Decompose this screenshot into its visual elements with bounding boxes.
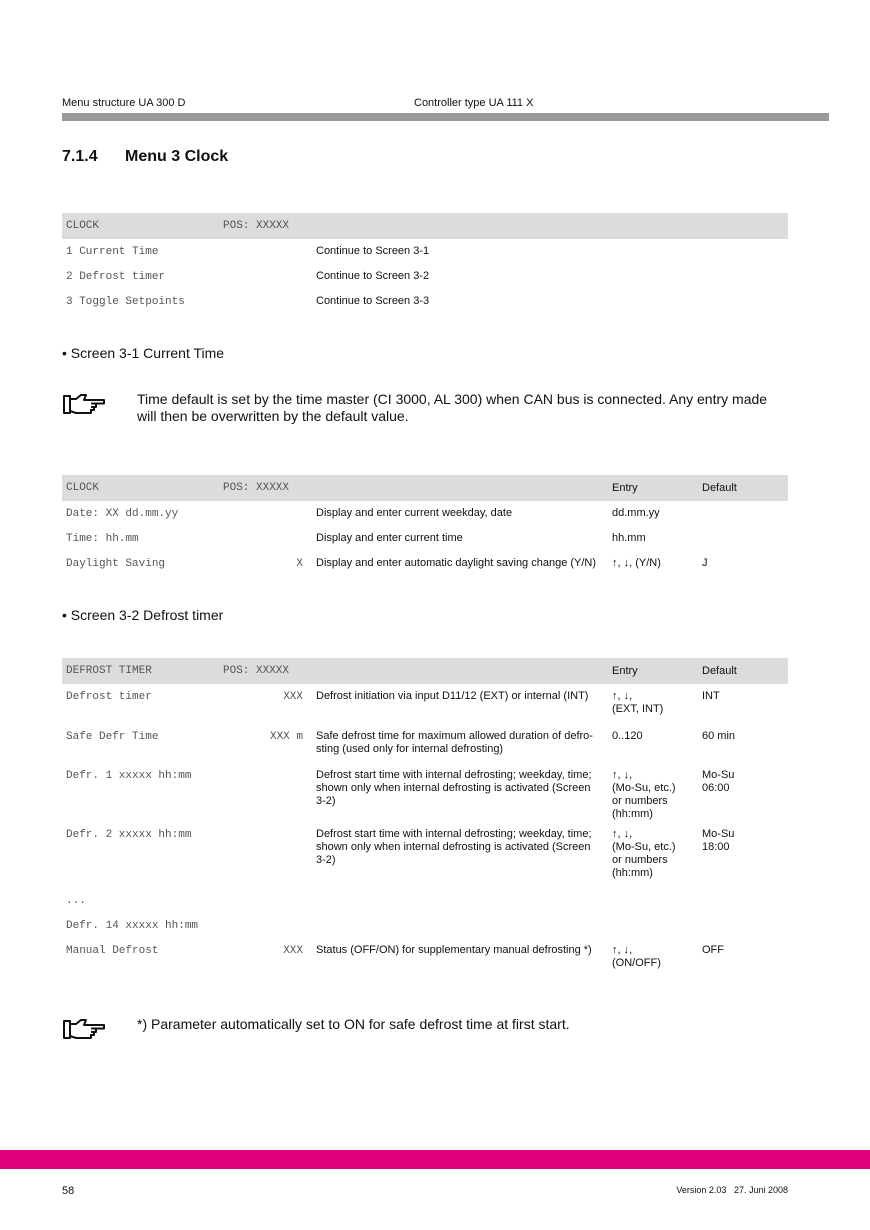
menu-item-desc: Continue to Screen 3-3: [316, 295, 430, 307]
param-name: Defr. 2 xxxxx hh:mm: [66, 829, 192, 841]
page-number: 58: [62, 1185, 75, 1197]
param-value: [219, 913, 307, 938]
table-row: [62, 938, 788, 970]
param-value: [219, 888, 307, 913]
param-name: Time: hh.mm: [66, 533, 139, 545]
table-row: [62, 822, 788, 888]
menu-item-name: 3 Toggle Setpoints: [66, 296, 185, 308]
table-row: [62, 763, 788, 822]
pointing-hand-icon: [62, 392, 108, 418]
bullet-mark: •: [62, 345, 67, 361]
header-divider: [62, 113, 829, 121]
section-name: Menu 3 Clock: [125, 148, 229, 165]
param-name: Defr. 1 xxxxx hh:mm: [66, 770, 192, 782]
table-row: [62, 888, 788, 913]
version-date: Version 2.03 27. Juni 2008: [676, 1185, 788, 1195]
param-default: Mo-Su 18:00: [702, 828, 735, 853]
menu-item-desc: Continue to Screen 3-1: [316, 245, 430, 257]
defrost-timer-table: [62, 658, 788, 970]
table-row: [62, 724, 788, 763]
param-desc: Status (OFF/ON) for supplementary manual defrosting *): [316, 944, 592, 956]
table-row: [62, 501, 788, 526]
param-entry: ↑, ↓, (Y/N): [612, 557, 661, 569]
screen-3-2-heading: [62, 607, 223, 623]
clock-menu-table: [62, 213, 788, 314]
param-entry: dd.mm.yy: [612, 507, 660, 519]
param-desc: Defrost initiation via input D11/12 (EXT) or internal (INT): [316, 690, 589, 702]
param-name: Safe Defr Time: [66, 731, 159, 743]
param-default: [698, 913, 788, 938]
footer-accent-bar: [0, 1150, 870, 1169]
param-value: XXX m: [269, 731, 303, 743]
table-row: [62, 684, 788, 724]
param-value: [219, 501, 307, 526]
table-header-row: [62, 475, 788, 501]
pos-header: POS: XXXXX: [219, 658, 307, 684]
default-header: Default: [698, 475, 788, 501]
table-header-row: [62, 213, 788, 239]
param-value: XXX: [283, 691, 303, 703]
param-entry: ↑, ↓, (ON/OFF): [612, 944, 661, 969]
table-row: [62, 264, 788, 289]
param-value: [219, 763, 307, 822]
param-default: INT: [702, 690, 720, 702]
param-value: [219, 526, 307, 551]
param-desc: Display and enter current time: [316, 532, 463, 544]
param-name: Date: XX dd.mm.yy: [66, 508, 179, 520]
param-name: Daylight Saving: [66, 558, 166, 570]
header-left: Menu structure UA 300 D: [62, 97, 186, 109]
menu-name-header: CLOCK: [62, 213, 219, 239]
table-row: [62, 526, 788, 551]
screen-3-1-title: Screen 3-1 Current Time: [70, 345, 225, 361]
param-default: [698, 501, 788, 526]
param-desc: Defrost start time with internal defrosting; weekday, time; shown only when internal defrosting is activated (Screen 3-2): [316, 828, 592, 866]
param-desc: Display and enter current weekday, date: [316, 507, 513, 519]
param-name: ...: [66, 895, 86, 907]
bullet-mark: •: [62, 607, 67, 623]
screen-3-2-title: Screen 3-2 Defrost timer: [70, 607, 224, 623]
param-desc: Defrost start time with internal defrosting; weekday, time; shown only when internal defrosting is activated (Screen 3-2): [316, 769, 592, 807]
param-entry: 0..120: [612, 730, 643, 742]
param-name: Defr. 14 xxxxx hh:mm: [66, 920, 199, 932]
manual-defrost-note: *) Parameter automatically set to ON for safe defrost time at first start.: [137, 1016, 570, 1032]
param-desc: [307, 888, 608, 913]
menu-item-name: 1 Current Time: [66, 246, 159, 258]
param-entry: ↑, ↓, (Mo-Su, etc.) or numbers (hh:mm): [612, 828, 676, 879]
param-value: X: [296, 558, 303, 570]
param-value: [219, 822, 307, 888]
section-title: [62, 148, 228, 166]
param-entry: ↑, ↓, (EXT, INT): [612, 690, 664, 715]
param-desc: [307, 913, 608, 938]
table-row: [62, 289, 788, 314]
entry-header: Entry: [608, 475, 698, 501]
param-name: Defrost timer: [66, 691, 152, 703]
header-center: Controller type UA 111 X: [414, 97, 534, 109]
default-header: Default: [698, 658, 788, 684]
param-entry: hh.mm: [612, 532, 646, 544]
param-default: J: [702, 557, 708, 569]
screen-3-1-heading: [62, 345, 224, 361]
table-row: [62, 913, 788, 938]
pos-header: POS: XXXXX: [219, 475, 307, 501]
table-row: [62, 239, 788, 264]
param-entry: [608, 913, 698, 938]
screen-name-header: DEFROST TIMER: [62, 658, 219, 684]
clock-screen-table: [62, 475, 788, 576]
entry-header: Entry: [608, 658, 698, 684]
param-default: Mo-Su 06:00: [702, 769, 735, 794]
param-entry: [608, 888, 698, 913]
pointing-hand-icon: [62, 1017, 108, 1043]
param-name: Manual Defrost: [66, 945, 159, 957]
param-default: [698, 526, 788, 551]
menu-item-name: 2 Defrost timer: [66, 271, 166, 283]
param-default: 60 min: [702, 730, 736, 742]
screen-name-header: CLOCK: [62, 475, 219, 501]
pos-header: POS: XXXXX: [219, 213, 307, 239]
param-default: [698, 888, 788, 913]
section-number: 7.1.4: [62, 148, 98, 165]
param-desc: Safe defrost time for maximum allowed duration of defro- sting (used only for internal defrosting): [316, 730, 593, 755]
table-header-row: [62, 658, 788, 684]
param-value: XXX: [283, 945, 303, 957]
param-entry: ↑, ↓, (Mo-Su, etc.) or numbers (hh:mm): [612, 769, 676, 820]
menu-item-desc: Continue to Screen 3-2: [316, 270, 430, 282]
table-row: [62, 551, 788, 576]
param-default: OFF: [702, 944, 724, 956]
param-desc: Display and enter automatic daylight saving change (Y/N): [316, 557, 597, 569]
time-master-note: Time default is set by the time master (CI 3000, AL 300) when CAN bus is connected. Any entry made will then be overwritten by the default value.: [137, 391, 768, 424]
